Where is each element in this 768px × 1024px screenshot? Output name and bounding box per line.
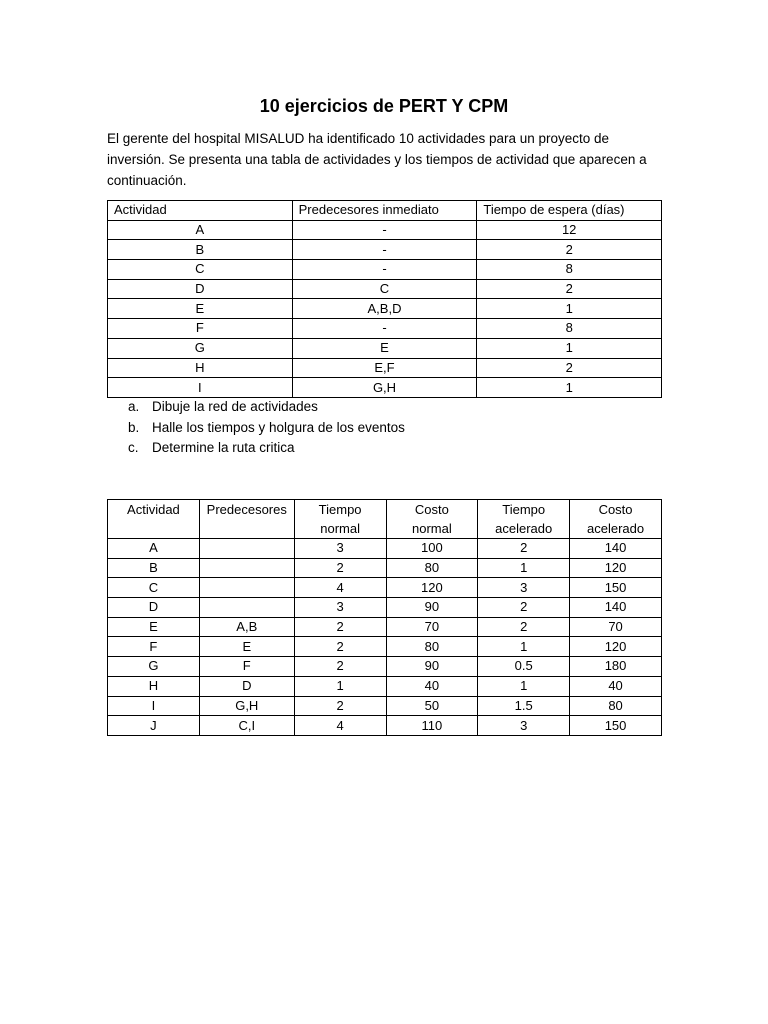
table-cell: B bbox=[108, 240, 293, 260]
table-cell: 40 bbox=[386, 676, 478, 696]
table-cell: 3 bbox=[478, 716, 570, 736]
table-cell: D bbox=[108, 279, 293, 299]
header-cell bbox=[199, 500, 294, 539]
header-line: Actividad bbox=[127, 502, 180, 517]
table-cell: A,B bbox=[199, 617, 294, 637]
table-cell: 3 bbox=[294, 539, 386, 559]
table-cell: 1 bbox=[477, 338, 662, 358]
table-row bbox=[108, 279, 662, 299]
header-line: normal bbox=[412, 521, 452, 536]
table-cell: D bbox=[199, 676, 294, 696]
document-title: 10 ejercicios de PERT Y CPM bbox=[259, 96, 509, 116]
table-row bbox=[108, 696, 662, 716]
table-cell: C,I bbox=[199, 716, 294, 736]
table-cell: G bbox=[108, 657, 200, 677]
list-item bbox=[128, 397, 405, 418]
table-cell: 90 bbox=[386, 657, 478, 677]
table-cell bbox=[199, 539, 294, 559]
table-cell: 1 bbox=[478, 558, 570, 578]
table-cell: 100 bbox=[386, 539, 478, 559]
header-cell: Predecesores inmediato bbox=[292, 201, 477, 221]
header-line: Tiempo bbox=[318, 502, 362, 517]
table-row bbox=[108, 598, 662, 618]
list-item-letter: c. bbox=[128, 440, 139, 455]
table-cell: 2 bbox=[294, 617, 386, 637]
table-cell: 2 bbox=[294, 637, 386, 657]
table-cell: 2 bbox=[478, 598, 570, 618]
table-cell: - bbox=[292, 220, 477, 240]
list-item-text: Dibuje la red de actividades bbox=[152, 399, 318, 414]
table-cell: - bbox=[292, 240, 477, 260]
table-cell: 80 bbox=[570, 696, 662, 716]
table-cell: G bbox=[108, 338, 293, 358]
table-cell: 3 bbox=[294, 598, 386, 618]
table-cell: 120 bbox=[570, 558, 662, 578]
table-cell: 110 bbox=[386, 716, 478, 736]
table-cell: 4 bbox=[294, 578, 386, 598]
table-row bbox=[108, 657, 662, 677]
table-row bbox=[108, 578, 662, 598]
table-cell: E,F bbox=[292, 358, 477, 378]
table-cell: E bbox=[108, 617, 200, 637]
table-cell: 150 bbox=[570, 716, 662, 736]
header-cell: Tiempo de espera (días) bbox=[477, 201, 662, 221]
table-cell: 1 bbox=[477, 299, 662, 319]
table-cell: 2 bbox=[477, 240, 662, 260]
table-cell: 70 bbox=[386, 617, 478, 637]
table-cell: 8 bbox=[477, 260, 662, 280]
header-line: Predecesores bbox=[206, 502, 287, 517]
table-cell: G,H bbox=[199, 696, 294, 716]
header-line: acelerado bbox=[495, 521, 553, 536]
table-row bbox=[108, 539, 662, 559]
table-cell: 2 bbox=[477, 279, 662, 299]
table-cell: C bbox=[108, 260, 293, 280]
table-cell: 80 bbox=[386, 558, 478, 578]
table-header-row bbox=[108, 500, 662, 539]
table-cell bbox=[199, 558, 294, 578]
table-cell: F bbox=[108, 319, 293, 339]
table-cell: H bbox=[108, 358, 293, 378]
table-cell: 1 bbox=[477, 378, 662, 398]
table-cell: 40 bbox=[570, 676, 662, 696]
header-line: Costo bbox=[598, 502, 633, 517]
table-row bbox=[108, 338, 662, 358]
table-row bbox=[108, 558, 662, 578]
table-row bbox=[108, 676, 662, 696]
table-cell bbox=[199, 578, 294, 598]
list-item-text: Determine la ruta critica bbox=[152, 440, 295, 455]
header-cell: Actividad bbox=[108, 201, 293, 221]
list-item bbox=[128, 418, 405, 439]
table-row bbox=[108, 358, 662, 378]
list-item-letter: a. bbox=[128, 399, 140, 414]
table-cell: 2 bbox=[294, 657, 386, 677]
header-cell bbox=[570, 500, 662, 539]
header-cell bbox=[108, 500, 200, 539]
header-line: normal bbox=[320, 521, 360, 536]
table-cell: J bbox=[108, 716, 200, 736]
table-cell: D bbox=[108, 598, 200, 618]
header-line: acelerado bbox=[587, 521, 645, 536]
table-cell: 90 bbox=[386, 598, 478, 618]
table-cell: 4 bbox=[294, 716, 386, 736]
table-row bbox=[108, 220, 662, 240]
header-cell bbox=[386, 500, 478, 539]
table-row bbox=[108, 716, 662, 736]
table-cell: 140 bbox=[570, 539, 662, 559]
table-cell: 12 bbox=[477, 220, 662, 240]
intro-paragraph: El gerente del hospital MISALUD ha identificado 10 actividades para un proyecto de inversión. Se presenta una tabla de actividades y los tiempos de actividad que aparecen a continuación. bbox=[107, 131, 647, 188]
table-cell: 120 bbox=[386, 578, 478, 598]
table-cell: E bbox=[292, 338, 477, 358]
table-cell: G,H bbox=[292, 378, 477, 398]
table-cell: A,B,D bbox=[292, 299, 477, 319]
table-cell: A bbox=[108, 539, 200, 559]
table-cell: 180 bbox=[570, 657, 662, 677]
header-cell bbox=[478, 500, 570, 539]
table-row bbox=[108, 240, 662, 260]
table-cell: I bbox=[108, 378, 293, 398]
table-cell: 1 bbox=[294, 676, 386, 696]
table-cell: 2 bbox=[478, 617, 570, 637]
table-header-row bbox=[108, 201, 662, 221]
list-item bbox=[128, 438, 405, 459]
table-cell: 80 bbox=[386, 637, 478, 657]
table-row bbox=[108, 299, 662, 319]
activities-table bbox=[107, 200, 662, 398]
table-cell: 150 bbox=[570, 578, 662, 598]
table-cell: E bbox=[199, 637, 294, 657]
table-cell: F bbox=[199, 657, 294, 677]
table-cell: 2 bbox=[294, 696, 386, 716]
table-cell: A bbox=[108, 220, 293, 240]
table-cell: 1 bbox=[478, 676, 570, 696]
table-row bbox=[108, 378, 662, 398]
list-item-text: Halle los tiempos y holgura de los eventos bbox=[152, 419, 405, 435]
table-cell: 1.5 bbox=[478, 696, 570, 716]
table-cell: E bbox=[108, 299, 293, 319]
table-cell: 2 bbox=[294, 558, 386, 578]
table-cell: 1 bbox=[478, 637, 570, 657]
table-cell: 2 bbox=[478, 539, 570, 559]
table-row bbox=[108, 260, 662, 280]
table-cell: C bbox=[292, 279, 477, 299]
header-cell bbox=[294, 500, 386, 539]
header-line: Costo bbox=[414, 502, 449, 517]
table-cell: 0.5 bbox=[478, 657, 570, 677]
table-cell: C bbox=[108, 578, 200, 598]
crashing-table bbox=[107, 499, 662, 736]
table-row bbox=[108, 617, 662, 637]
table-cell: 2 bbox=[477, 358, 662, 378]
table-cell bbox=[199, 598, 294, 618]
list-item-letter: b. bbox=[128, 419, 140, 435]
table-cell: - bbox=[292, 319, 477, 339]
table-cell: I bbox=[108, 696, 200, 716]
table-cell: 120 bbox=[570, 637, 662, 657]
table-cell: F bbox=[108, 637, 200, 657]
table-cell: 8 bbox=[477, 319, 662, 339]
table-cell: 70 bbox=[570, 617, 662, 637]
table-cell: B bbox=[108, 558, 200, 578]
table-cell: 140 bbox=[570, 598, 662, 618]
header-line: Tiempo bbox=[502, 502, 546, 517]
table-cell: - bbox=[292, 260, 477, 280]
table-row bbox=[108, 319, 662, 339]
table-cell: 50 bbox=[386, 696, 478, 716]
table-cell: 3 bbox=[478, 578, 570, 598]
questions-list bbox=[128, 397, 405, 459]
table-row bbox=[108, 637, 662, 657]
table-cell: H bbox=[108, 676, 200, 696]
